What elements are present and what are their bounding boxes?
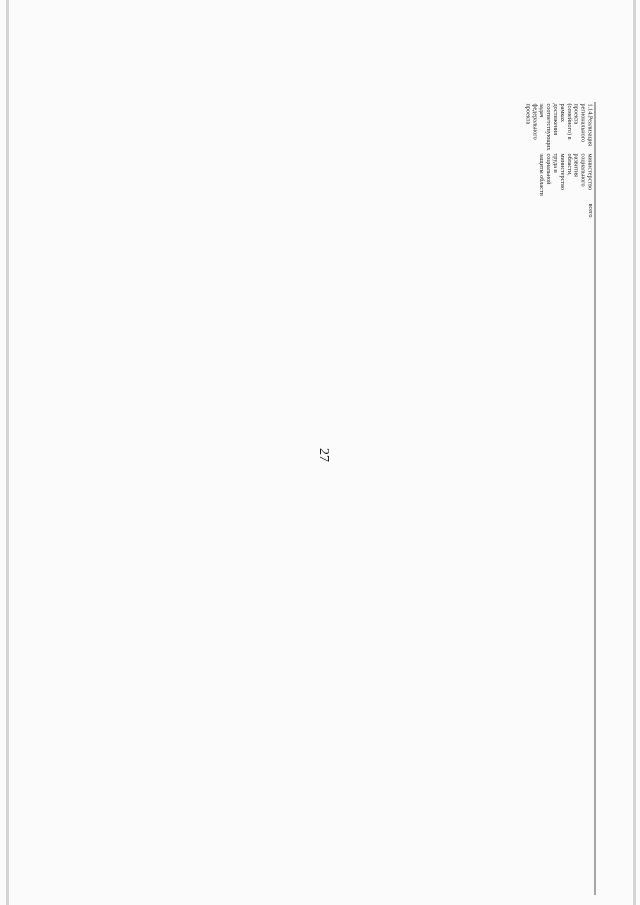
- row-label: 1.14.Реализациярегиональногопроекта(семейного) врамкахдостижениясоответствующихзадачфедеральногопроекта: [524, 103, 594, 151]
- page-number: 27: [316, 448, 331, 462]
- executor-label: министерствосоциальногоразвитияобласти,министерствотруда исоциальнойзащиты области: [538, 153, 594, 196]
- source-label: всего: [587, 203, 594, 218]
